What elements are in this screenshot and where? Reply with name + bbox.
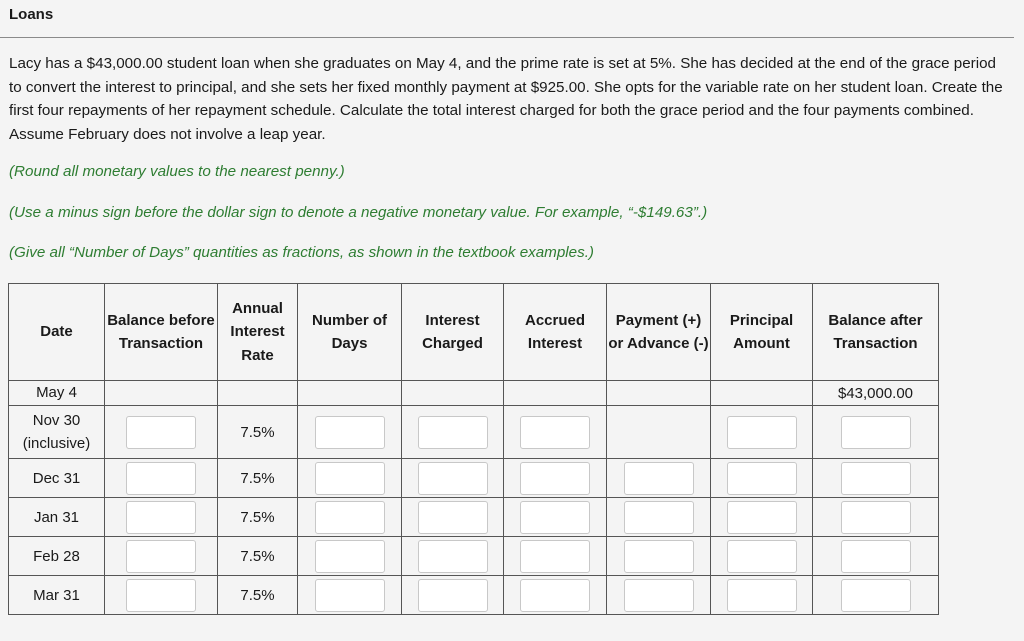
number-of-days-input[interactable] — [315, 462, 385, 495]
table-header-row — [9, 284, 939, 381]
problem-text: Lacy has a $43,000.00 student loan when she graduates on May 4, and the prime rate is set at 5%. She has decided at the end of the grace period to convert the interest to principal, and she sets her fixed monthly payment at $925.00. She opts for the variable rate on her student loan. Create the first four repayments of her repayment schedule. Calculate the total interest charged for both the grace period and the four payments combined. Assume February does not involve a leap year. — [9, 55, 1003, 143]
row-balance-after: $43,000.00 — [813, 381, 939, 406]
row-rate: 7.5% — [218, 576, 298, 615]
header-balance-after: Balance after Transaction — [813, 284, 939, 381]
title-divider — [0, 37, 1014, 38]
accrued-interest-input[interactable] — [520, 416, 590, 449]
payment-input[interactable] — [624, 501, 694, 534]
principal-amount-input[interactable] — [727, 540, 797, 573]
cell-empty — [218, 381, 298, 406]
page-title: Loans — [9, 6, 54, 23]
header-balance-before: Balance before Transaction — [105, 284, 218, 381]
table-row — [9, 406, 939, 459]
interest-charged-input[interactable] — [418, 501, 488, 534]
cell-empty — [298, 381, 402, 406]
cell-empty — [607, 406, 711, 459]
principal-amount-input[interactable] — [727, 501, 797, 534]
row-rate: 7.5% — [218, 537, 298, 576]
interest-charged-input[interactable] — [418, 540, 488, 573]
row-rate: 7.5% — [218, 498, 298, 537]
rounding-instruction: (Round all monetary values to the nearest penny.) — [9, 163, 345, 180]
header-principal-amount: Principal Amount — [711, 284, 813, 381]
row-date: Mar 31 — [9, 576, 105, 615]
table-row — [9, 498, 939, 537]
row-date: Dec 31 — [9, 459, 105, 498]
table-row — [9, 381, 939, 406]
row-date: Nov 30 (inclusive) — [9, 406, 105, 459]
cell-empty — [607, 381, 711, 406]
balance-before-input[interactable] — [126, 579, 196, 612]
row-date: May 4 — [9, 381, 105, 406]
balance-after-input[interactable] — [841, 501, 911, 534]
balance-after-input[interactable] — [841, 579, 911, 612]
balance-before-input[interactable] — [126, 462, 196, 495]
cell-empty — [504, 381, 607, 406]
repayment-schedule-table — [8, 283, 939, 615]
days-fraction-instruction: (Give all “Number of Days” quantities as fractions, as shown in the textbook examples.) — [9, 244, 594, 261]
header-date: Date — [9, 284, 105, 381]
accrued-interest-input[interactable] — [520, 540, 590, 573]
row-date: Feb 28 — [9, 537, 105, 576]
row-rate: 7.5% — [218, 406, 298, 459]
payment-input[interactable] — [624, 462, 694, 495]
row-rate: 7.5% — [218, 459, 298, 498]
balance-after-input[interactable] — [841, 540, 911, 573]
principal-amount-input[interactable] — [727, 579, 797, 612]
interest-charged-input[interactable] — [418, 462, 488, 495]
header-interest-charged: Interest Charged — [402, 284, 504, 381]
balance-before-input[interactable] — [126, 501, 196, 534]
row-date: Jan 31 — [9, 498, 105, 537]
number-of-days-input[interactable] — [315, 501, 385, 534]
payment-input[interactable] — [624, 540, 694, 573]
accrued-interest-input[interactable] — [520, 462, 590, 495]
table-row — [9, 537, 939, 576]
cell-empty — [402, 381, 504, 406]
interest-charged-input[interactable] — [418, 416, 488, 449]
header-number-of-days: Number of Days — [298, 284, 402, 381]
balance-after-input[interactable] — [841, 416, 911, 449]
cell-empty — [711, 381, 813, 406]
header-payment-advance: Payment (+) or Advance (-) — [607, 284, 711, 381]
accrued-interest-input[interactable] — [520, 579, 590, 612]
cell-empty — [105, 381, 218, 406]
number-of-days-input[interactable] — [315, 579, 385, 612]
balance-after-input[interactable] — [841, 462, 911, 495]
table-row — [9, 576, 939, 615]
principal-amount-input[interactable] — [727, 416, 797, 449]
header-annual-rate: Annual Interest Rate — [218, 284, 298, 381]
header-accrued-interest: Accrued Interest — [504, 284, 607, 381]
number-of-days-input[interactable] — [315, 540, 385, 573]
balance-before-input[interactable] — [126, 416, 196, 449]
principal-amount-input[interactable] — [727, 462, 797, 495]
minus-sign-instruction: (Use a minus sign before the dollar sign to denote a negative monetary value. For example, “-$149.63”.) — [9, 204, 708, 221]
accrued-interest-input[interactable] — [520, 501, 590, 534]
number-of-days-input[interactable] — [315, 416, 385, 449]
interest-charged-input[interactable] — [418, 579, 488, 612]
balance-before-input[interactable] — [126, 540, 196, 573]
table-row — [9, 459, 939, 498]
payment-input[interactable] — [624, 579, 694, 612]
